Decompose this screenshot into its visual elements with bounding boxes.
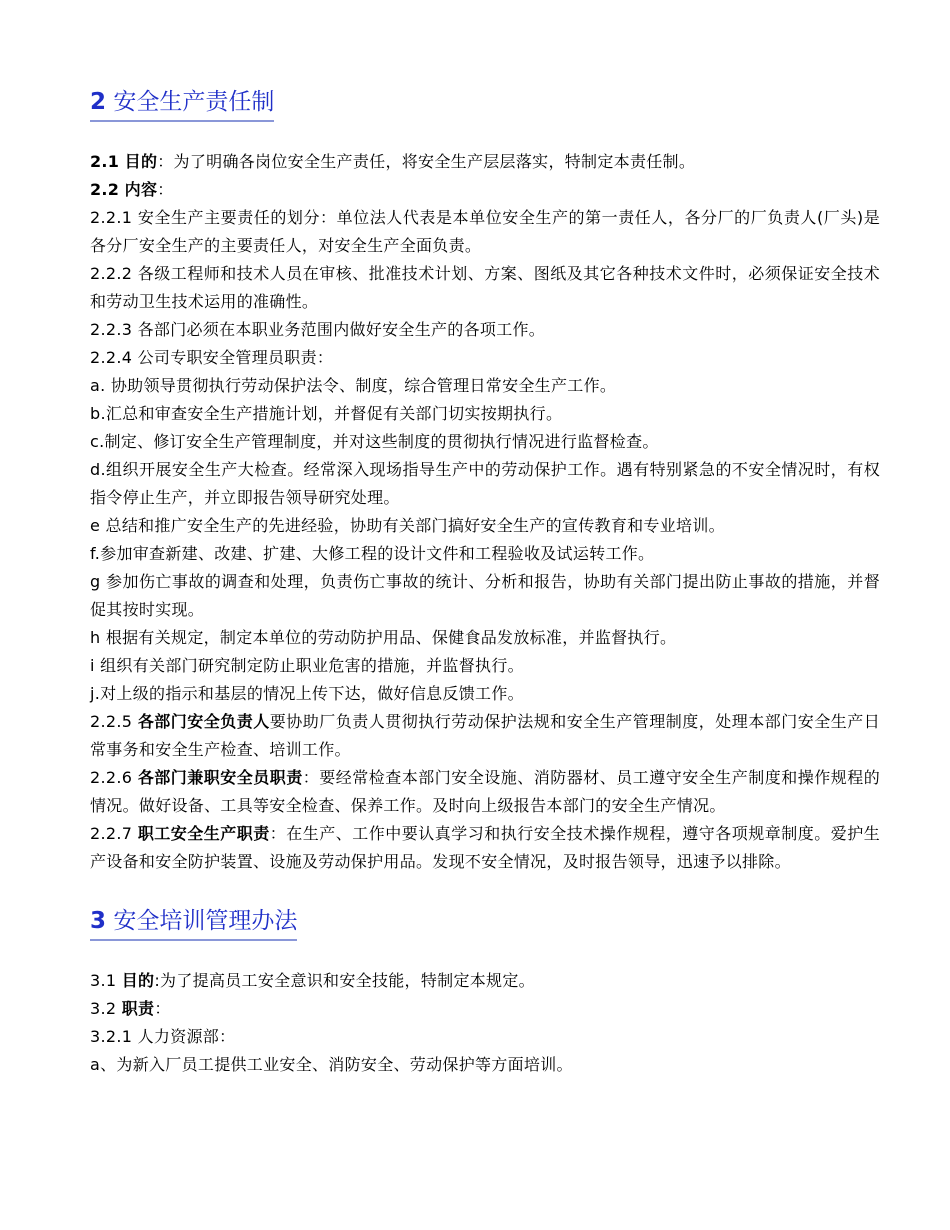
section-2-title: 安全生产责任制 bbox=[113, 89, 275, 115]
para-2-2-5 bbox=[90, 708, 880, 764]
para-2-2-6 bbox=[90, 764, 880, 820]
section-2-number: 2 bbox=[90, 89, 107, 115]
list-item: i 组织有关部门研究制定防止职业危害的措施，并监督执行。 bbox=[90, 656, 524, 675]
para-2-2-6-label: 各部门兼职安全员职责 bbox=[137, 768, 303, 787]
para-3-1-num: 3.1 bbox=[90, 971, 117, 990]
para-2-2-7-label: 职工安全生产职责 bbox=[137, 824, 270, 843]
para-2-1-text: ：为了明确各岗位安全生产责任，将安全生产层层落实，特制定本责任制。 bbox=[157, 152, 696, 171]
para-2-2-7-text: ：在生产、工作中要认真学习和执行安全技术操作规程，遵守各项规章制度。爱护生产设备和安全防护装置、设施及劳动保护用品。发现不安全情况，及时报告领导，迅速予以排除。 bbox=[90, 824, 880, 871]
para-2-2-text: ： bbox=[157, 180, 174, 199]
para-2-2-5-text: 要协助厂负责人贯彻执行劳动保护法规和安全生产管理制度，处理本部门安全生产日常事务和安全生产检查、培训工作。 bbox=[90, 712, 880, 759]
list-item: 2.2.3 各部门必须在本职业务范围内做好安全生产的各项工作。 bbox=[90, 320, 546, 339]
para-2-1 bbox=[90, 148, 880, 176]
section-3-title: 安全培训管理办法 bbox=[113, 908, 298, 934]
para-2-2-6-text: ：要经常检查本部门安全设施、消防器材、员工遵守安全生产制度和操作规程的情况。做好设备、工具等安全检查、保养工作。及时向上级报告本部门的安全生产情况。 bbox=[90, 768, 880, 815]
para-3-1 bbox=[90, 967, 880, 995]
para-2-2-5-label: 各部门安全负责人 bbox=[137, 712, 270, 731]
para-3-2-num: 3.2 bbox=[90, 999, 117, 1018]
section-2-heading[interactable] bbox=[90, 85, 274, 122]
list-item: b.汇总和审查安全生产措施计划，并督促有关部门切实按期执行。 bbox=[90, 404, 563, 423]
para-2-1-num: 2.1 bbox=[90, 152, 120, 171]
para-2-2-7 bbox=[90, 820, 880, 876]
list-item: 2.2.2 各级工程师和技术人员在审核、批准技术计划、方案、图纸及其它各种技术文件时，必须保证安全技术和劳动卫生技术运用的准确性。 bbox=[90, 264, 880, 311]
para-3-2 bbox=[90, 995, 880, 1023]
document-body bbox=[90, 85, 880, 1079]
para-2-2 bbox=[90, 176, 880, 204]
list-item: g 参加伤亡事故的调查和处理，负责伤亡事故的统计、分析和报告，协助有关部门提出防止事故的措施，并督促其按时实现。 bbox=[90, 572, 880, 619]
para-2-2-num: 2.2 bbox=[90, 180, 120, 199]
para-2-1-label: 目的 bbox=[124, 152, 158, 171]
list-item: d.组织开展安全生产大检查。经常深入现场指导生产中的劳动保护工作。遇有特别紧急的不安全情况时，有权指令停止生产，并立即报告领导研究处理。 bbox=[90, 460, 880, 507]
para-3-1-text: :为了提高员工安全意识和安全技能，特制定本规定。 bbox=[154, 971, 535, 990]
list-item: a. 协助领导贯彻执行劳动保护法令、制度，综合管理日常安全生产工作。 bbox=[90, 376, 617, 395]
para-2-2-6-num: 2.2.6 bbox=[90, 768, 133, 787]
list-item: f.参加审查新建、改建、扩建、大修工程的设计文件和工程验收及试运转工作。 bbox=[90, 544, 655, 563]
para-3-1-label: 目的 bbox=[121, 971, 155, 990]
para-2-2-label: 内容 bbox=[124, 180, 158, 199]
para-3-2-text: ： bbox=[154, 999, 171, 1018]
para-2-2-5-num: 2.2.5 bbox=[90, 712, 133, 731]
list-item: h 根据有关规定，制定本单位的劳动防护用品、保健食品发放标准，并监督执行。 bbox=[90, 628, 677, 647]
section-3-number: 3 bbox=[90, 908, 107, 934]
list-item: e 总结和推广安全生产的先进经验，协助有关部门搞好安全生产的宣传教育和专业培训。 bbox=[90, 516, 725, 535]
list-item: 2.2.4 公司专职安全管理员职责： bbox=[90, 348, 334, 367]
list-item: 2.2.1 安全生产主要责任的划分：单位法人代表是本单位安全生产的第一责任人，各分厂的厂负责人(厂头)是各分厂安全生产的主要责任人，对安全生产全面负责。 bbox=[90, 208, 880, 255]
para-3-2-1-a: a、为新入厂员工提供工业安全、消防安全、劳动保护等方面培训。 bbox=[90, 1055, 573, 1074]
para-2-2-7-num: 2.2.7 bbox=[90, 824, 133, 843]
list-item: j.对上级的指示和基层的情况上传下达，做好信息反馈工作。 bbox=[90, 684, 524, 703]
para-3-2-label: 职责 bbox=[121, 999, 155, 1018]
list-item: c.制定、修订安全生产管理制度，并对这些制度的贯彻执行情况进行监督检查。 bbox=[90, 432, 659, 451]
section-3-heading[interactable] bbox=[90, 904, 297, 941]
para-3-2-1: 3.2.1 人力资源部： bbox=[90, 1027, 236, 1046]
